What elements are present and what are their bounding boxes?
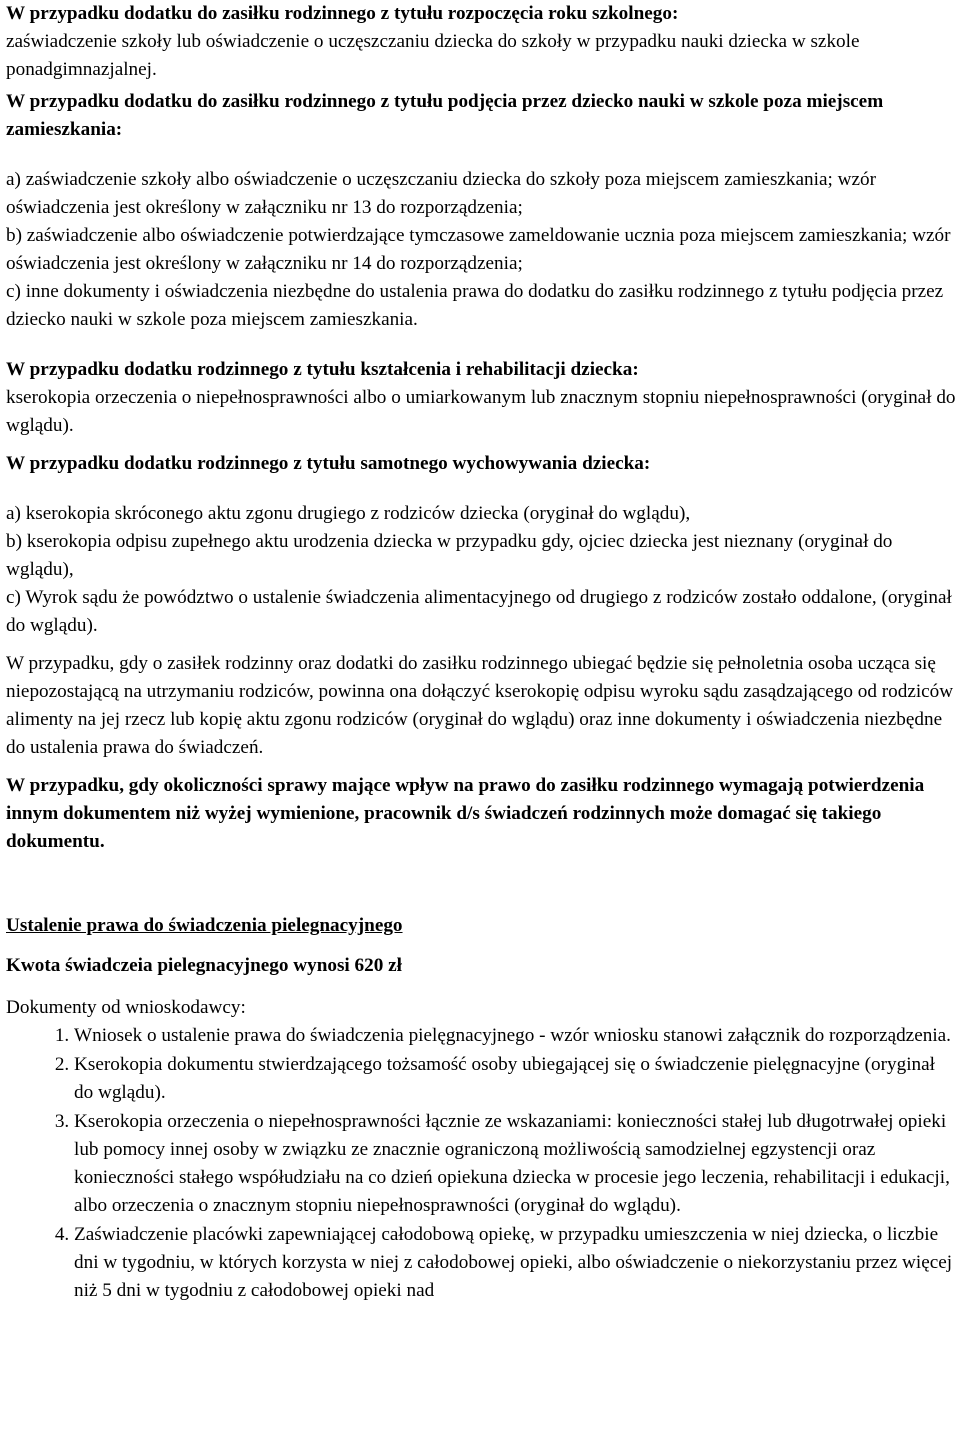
item-school-away-b: b) zaświadczenie albo oświadczenie potwierdzające tymczasowe zameldowanie ucznia poza miejscem zamieszkania; wzór oświadczenia jest określony w załączniku nr 14 do rozporządzenia; <box>6 225 951 274</box>
paragraph-adult-student: W przypadku, gdy o zasiłek rodzinny oraz dodatki do zasiłku rodzinnego ubiegać będzie się pełnoletnia osoba ucząca się niepozostającą na utrzymaniu rodziców, powinna ona dołączyć kserokopię odpisu wyroku sądu zasądzającego od rodziców alimenty na jej rzecz lub kopię aktu zgonu rodziców (oryginał do wglądu) oraz inne dokumenty i oświadczenia niezbędne do ustalenia prawa do świadczeń. <box>6 653 954 758</box>
section-heading-school-year: W przypadku dodatku do zasiłku rodzinnego z tytułu rozpoczęcia roku szkolnego: <box>6 3 679 24</box>
section-body-school-year: zaświadczenie szkoły lub oświadczenie o uczęszczaniu dziecka do szkoły w przypadku nauki dziecka w szkole ponadgimnazjalnej. <box>6 31 860 80</box>
section-heading-school-away: W przypadku dodatku do zasiłku rodzinnego z tytułu podjęcia przez dziecko nauki w szkole poza miejscem zamieszkania: <box>6 91 884 140</box>
section-heading-single-parent: W przypadku dodatku rodzinnego z tytułu samotnego wychowywania dziecka: <box>6 453 651 474</box>
item-school-away-a: a) zaświadczenie szkoły albo oświadczenie o uczęszczaniu dziecka do szkoły poza miejscem zamieszkania; wzór oświadczenia jest określony w załączniku nr 13 do rozporządzenia; <box>6 169 876 218</box>
paragraph-other-documents: W przypadku, gdy okoliczności sprawy mające wpływ na prawo do zasiłku rodzinnego wymagają potwierdzenia innym dokumentem niż wyżej wymienione, pracownik d/s świadczeń rodzinnych może domagać się takiego dokumentu. <box>6 775 925 852</box>
list-item: 2. Kserokopia dokumentu stwierdzającego tożsamość osoby ubiegającej się o świadczenie pielęgnacyjne (oryginał do wglądu). <box>74 1051 958 1107</box>
item-single-parent-c: c) Wyrok sądu że powództwo o ustalenie świadczenia alimentacyjnego od drugiego z rodziców zostało oddalone, (oryginał do wglądu). <box>6 587 952 636</box>
applicant-documents-list <box>6 1022 958 1305</box>
docs-from-applicant-label: Dokumenty od wnioskodawcy: <box>6 997 246 1018</box>
section-heading-education-rehab: W przypadku dodatku rodzinnego z tytułu kształcenia i rehabilitacji dziecka: <box>6 359 639 380</box>
care-allowance-amount: Kwota świadczeia pielegnacyjnego wynosi 620 zł <box>6 955 402 976</box>
item-single-parent-b: b) kserokopia odpisu zupełnego aktu urodzenia dziecka w przypadku gdy, ojciec dziecka jest nieznany (oryginał do wglądu), <box>6 531 893 580</box>
item-single-parent-a: a) kserokopia skróconego aktu zgonu drugiego z rodziców dziecka (oryginał do wglądu), <box>6 503 691 524</box>
section-body-education-rehab: kserokopia orzeczenia o niepełnosprawności albo o umiarkowanym lub znacznym stopniu niepełnosprawności (oryginał do wglądu). <box>6 387 956 436</box>
item-school-away-c: c) inne dokumenty i oświadczenia niezbędne do ustalenia prawa do dodatku do zasiłku rodzinnego z tytułu podjęcia przez dziecko nauki w szkole poza miejscem zamieszkania. <box>6 281 944 330</box>
document-page <box>6 0 958 1305</box>
section-title-care-allowance: Ustalenie prawa do świadczenia pielegnacyjnego <box>6 915 403 936</box>
list-item: 3. Kserokopia orzeczenia o niepełnosprawności łącznie ze wskazaniami: konieczności stałej lub długotrwałej opieki lub pomocy innej osoby w związku ze znacznie ograniczoną możliwością samodzielnej egzystencji oraz konieczności stałego współudziału na co dzień opiekuna dziecka w procesie jego leczenia, rehabilitacji i edukacji, albo orzeczenia o znacznym stopniu niepełnosprawności (oryginał do wglądu). <box>74 1108 958 1220</box>
list-item: 4. Zaświadczenie placówki zapewniającej całodobową opiekę, w przypadku umieszczenia w niej dziecka, o liczbie dni w tygodniu, w których korzysta w niej z całodobowej opieki, albo oświadczenie o niekorzystaniu przez więcej niż 5 dni w tygodniu z całodobowej opieki nad <box>74 1221 958 1305</box>
list-item: 1. Wniosek o ustalenie prawa do świadczenia pielęgnacyjnego - wzór wniosku stanowi załącznik do rozporządzenia. <box>74 1022 958 1050</box>
